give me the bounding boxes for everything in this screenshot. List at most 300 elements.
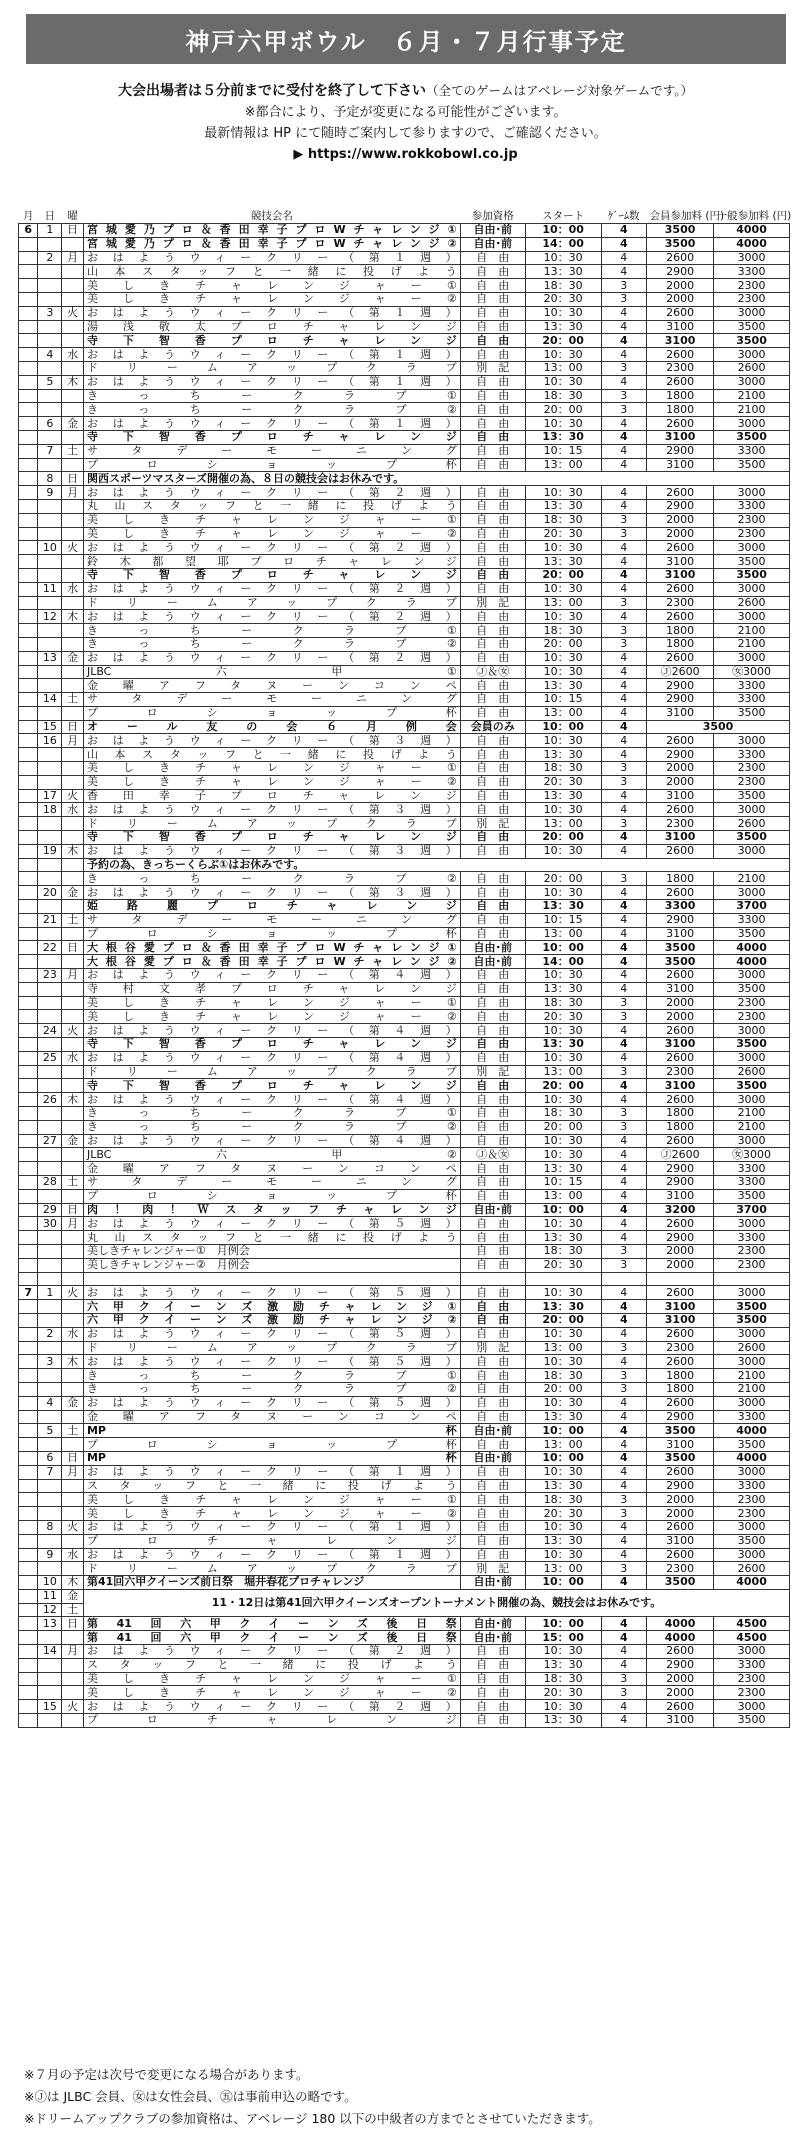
games-cell: 4 (601, 320, 646, 334)
month-cell (19, 982, 38, 996)
start-time-cell: 10：30 (525, 582, 601, 596)
general-fee-cell: 2600 (714, 596, 790, 610)
games-cell: 4 (601, 417, 646, 431)
day-cell (38, 1479, 62, 1493)
table-row (19, 955, 790, 969)
start-time-cell: 10：30 (525, 306, 601, 320)
event-name: 寺下智香プロチャレンジ (83, 1079, 460, 1093)
event-name: 第41回六甲クイーンズ前日祭 堀井春花プロチャレンジ (83, 1576, 460, 1590)
start-time-cell: 10：30 (525, 969, 601, 983)
month-cell (19, 1300, 38, 1314)
qualification-cell: 自 由 (460, 872, 525, 886)
qualification-cell: 自 由 (460, 389, 525, 403)
weekday-cell (62, 1300, 84, 1314)
qualification-cell: 自由･前 (460, 1576, 525, 1590)
table-row (19, 417, 790, 431)
games-cell: 4 (601, 334, 646, 348)
month-cell (19, 499, 38, 513)
month-cell (19, 886, 38, 900)
table-row (19, 1286, 790, 1300)
qualification-cell: 自 由 (460, 734, 525, 748)
general-fee-cell: 3000 (714, 1548, 790, 1562)
games-cell: 4 (601, 982, 646, 996)
month-cell (19, 237, 38, 251)
month-cell (19, 706, 38, 720)
general-fee-cell: 4000 (714, 224, 790, 238)
month-cell (19, 1493, 38, 1507)
games-cell: 4 (601, 1645, 646, 1659)
month-cell (19, 969, 38, 983)
day-cell: 6 (38, 1451, 62, 1465)
general-fee-cell: 3000 (714, 1286, 790, 1300)
qualification-cell: 自 由 (460, 1493, 525, 1507)
month-cell (19, 389, 38, 403)
day-cell: 5 (38, 375, 62, 389)
table-row (19, 1700, 790, 1714)
start-time-cell: 13：00 (525, 1562, 601, 1576)
table-row (19, 706, 790, 720)
table-row (19, 900, 790, 914)
general-fee-cell: 3500 (714, 430, 790, 444)
member-fee-cell: 2000 (647, 292, 714, 306)
table-row (19, 1493, 790, 1507)
start-time-cell: 10：00 (525, 224, 601, 238)
start-time-cell: 10：30 (525, 1465, 601, 1479)
weekday-cell (62, 1148, 84, 1162)
start-time-cell: 10：00 (525, 941, 601, 955)
start-time-cell: 10：30 (525, 1217, 601, 1231)
weekday-cell: 月 (62, 1465, 84, 1479)
event-name: プロショップ杯 (83, 1189, 460, 1203)
qualification-cell: 自 由 (460, 1024, 525, 1038)
header-weekday: 曜 (62, 208, 84, 224)
general-fee-cell: 2100 (714, 389, 790, 403)
games-cell: 4 (601, 430, 646, 444)
start-time-cell: 20：30 (525, 1258, 601, 1272)
start-time-cell: 20：30 (525, 1010, 601, 1024)
qualification-cell: 自 由 (460, 775, 525, 789)
day-cell (38, 499, 62, 513)
month-cell (19, 665, 38, 679)
member-fee-cell: 2900 (647, 1479, 714, 1493)
month-cell (19, 1244, 38, 1258)
qualification-cell: 自 由 (460, 417, 525, 431)
day-cell (38, 513, 62, 527)
start-time-cell: 13：30 (525, 789, 601, 803)
member-fee-cell: 2600 (647, 486, 714, 500)
table-row (19, 1134, 790, 1148)
general-fee-cell: 3500 (714, 1189, 790, 1203)
table-row (19, 637, 790, 651)
event-name: プロショップ杯 (83, 458, 460, 472)
games-cell: 4 (601, 1313, 646, 1327)
event-name: おはようウィークリー（第４週） (83, 1134, 460, 1148)
month-cell (19, 1369, 38, 1383)
start-time-cell: 10：30 (525, 803, 601, 817)
general-fee-cell: 3000 (714, 348, 790, 362)
website-link[interactable]: ▶ https://www.rokkobowl.co.jp (293, 147, 518, 162)
qualification-cell: 自由･前 (460, 1631, 525, 1645)
member-fee-cell: Ⓙ2600 (647, 665, 714, 679)
qualification-cell: 自 由 (460, 762, 525, 776)
table-row (19, 1079, 790, 1093)
weekday-cell (62, 361, 84, 375)
games-cell: 3 (601, 1382, 646, 1396)
month-cell (19, 596, 38, 610)
weekday-cell (62, 637, 84, 651)
member-fee-cell: 2600 (647, 417, 714, 431)
weekday-cell (62, 927, 84, 941)
table-row (19, 927, 790, 941)
month-cell (19, 1700, 38, 1714)
games-cell: 3 (601, 1258, 646, 1272)
start-time-cell: 20：00 (525, 1313, 601, 1327)
table-row (19, 1327, 790, 1341)
member-fee-cell: 3200 (647, 1203, 714, 1217)
table-row (19, 1396, 790, 1410)
weekday-cell (62, 430, 84, 444)
header-day: 日 (38, 208, 62, 224)
weekday-cell: 土 (62, 913, 84, 927)
member-fee-cell: 2900 (647, 1658, 714, 1672)
start-time-cell: 20：00 (525, 334, 601, 348)
event-name: きっちークラブ① (83, 624, 460, 638)
start-time-cell: 13：30 (525, 1714, 601, 1728)
weekday-cell: 木 (62, 1355, 84, 1369)
day-cell: 22 (38, 941, 62, 955)
day-cell (38, 1079, 62, 1093)
table-row (19, 1189, 790, 1203)
qualification-cell: 自 由 (460, 748, 525, 762)
day-cell (38, 1258, 62, 1272)
member-fee-cell: 2600 (647, 803, 714, 817)
event-name: 肉！肉！Ｗスタッフチャレンジ (83, 1203, 460, 1217)
event-name: 姫路麗プロチャレンジ (83, 900, 460, 914)
general-fee-cell: 3000 (714, 803, 790, 817)
member-fee-cell: Ⓙ2600 (647, 1148, 714, 1162)
member-fee-cell: 3100 (647, 831, 714, 845)
notice-text: 11・12日は第41回六甲クイーンズオープントーナメント開催の為、競技会はお休みです。 (83, 1589, 789, 1617)
table-row (19, 1038, 790, 1052)
event-name: 大根谷愛プロ＆香田幸子プロWチャレンジ① (83, 941, 460, 955)
header-month: 月 (19, 208, 38, 224)
general-fee-cell: 2300 (714, 996, 790, 1010)
day-cell (38, 237, 62, 251)
event-name: ドリームアップクラブ (83, 596, 460, 610)
start-time-cell: 13：30 (525, 1410, 601, 1424)
general-fee-cell: 2300 (714, 513, 790, 527)
games-cell: 4 (601, 444, 646, 458)
general-fee-cell: 2300 (714, 1010, 790, 1024)
games-cell: 3 (601, 403, 646, 417)
day-cell (38, 955, 62, 969)
qualification-cell: 自 由 (460, 1217, 525, 1231)
general-fee-cell: 3000 (714, 1051, 790, 1065)
member-fee-cell: 3500 (647, 941, 714, 955)
month-cell (19, 624, 38, 638)
general-fee-cell: 3000 (714, 486, 790, 500)
general-fee-cell: 3000 (714, 886, 790, 900)
day-cell: 9 (38, 1548, 62, 1562)
weekday-cell (62, 762, 84, 776)
qualification-cell: 自 由 (460, 844, 525, 858)
qualification-cell: 自 由 (460, 679, 525, 693)
event-name: プロショップ杯 (83, 1438, 460, 1452)
qualification-cell: 自 由 (460, 334, 525, 348)
games-cell: 4 (601, 1534, 646, 1548)
weekday-cell: 日 (62, 1203, 84, 1217)
weekday-cell (62, 1120, 84, 1134)
start-time-cell: 20：00 (525, 1120, 601, 1134)
general-fee-cell: 3000 (714, 1217, 790, 1231)
month-cell (19, 265, 38, 279)
qualification-cell: 自 由 (460, 1534, 525, 1548)
table-row (19, 1576, 790, 1590)
member-fee-cell: 2600 (647, 1327, 714, 1341)
start-time-cell: 20：00 (525, 637, 601, 651)
member-fee-cell: 1800 (647, 403, 714, 417)
start-time-cell: 10：00 (525, 1424, 601, 1438)
month-cell (19, 1451, 38, 1465)
start-time-cell: 13：30 (525, 1658, 601, 1672)
month-cell (19, 582, 38, 596)
games-cell: 4 (601, 568, 646, 582)
member-fee-cell: 2300 (647, 1562, 714, 1576)
month-cell (19, 1520, 38, 1534)
event-name: おはようウィークリー（第２週） (83, 486, 460, 500)
member-fee-cell: 2900 (647, 265, 714, 279)
footnotes (24, 2064, 601, 2130)
table-row (19, 279, 790, 293)
member-fee-cell: 2000 (647, 762, 714, 776)
day-cell: 1 (38, 1286, 62, 1300)
general-fee-cell: ㊛3000 (714, 1148, 790, 1162)
day-cell: 30 (38, 1217, 62, 1231)
event-name: おはようウィークリー（第４週） (83, 1051, 460, 1065)
day-cell: 2 (38, 251, 62, 265)
event-name: サタデーモーニング (83, 1175, 460, 1189)
month-cell (19, 858, 38, 872)
qualification-cell: 自 由 (460, 1465, 525, 1479)
month-cell (19, 251, 38, 265)
qualification-cell: Ⓙ＆㊛ (460, 665, 525, 679)
table-row (19, 1479, 790, 1493)
general-fee-cell: 3000 (714, 651, 790, 665)
month-cell (19, 927, 38, 941)
start-time-cell: 10：15 (525, 1175, 601, 1189)
games-cell: 4 (601, 499, 646, 513)
day-cell: 11 (38, 1589, 62, 1603)
table-row (19, 720, 790, 734)
weekday-cell (62, 817, 84, 831)
month-cell (19, 1217, 38, 1231)
table-row (19, 224, 790, 238)
event-name: 美しきチャレンジャー① (83, 1672, 460, 1686)
start-time-cell: 10：30 (525, 665, 601, 679)
table-row (19, 527, 790, 541)
month-cell (19, 486, 38, 500)
general-fee-cell: 3000 (714, 1093, 790, 1107)
notice-text: 関西スポーツマスターズ開催の為、８日の競技会はお休みです。 (83, 472, 789, 486)
member-fee-cell: 3100 (647, 1300, 714, 1314)
event-name: ドリームアップクラブ (83, 1341, 460, 1355)
table-row (19, 1120, 790, 1134)
month-cell (19, 1065, 38, 1079)
day-cell: 12 (38, 1603, 62, 1617)
games-cell: 3 (601, 775, 646, 789)
table-row (19, 844, 790, 858)
qualification-cell: 自 由 (460, 1410, 525, 1424)
member-fee-cell: 2000 (647, 1493, 714, 1507)
weekday-cell (62, 1258, 84, 1272)
table-row (19, 775, 790, 789)
event-name: おはようウィークリー（第２週） (83, 1700, 460, 1714)
general-fee-cell: 3700 (714, 900, 790, 914)
qualification-cell: 自 由 (460, 803, 525, 817)
start-time-cell: 20：30 (525, 292, 601, 306)
qualification-cell: 自 由 (460, 1369, 525, 1383)
general-fee-cell: 3500 (714, 1300, 790, 1314)
table-row (19, 1341, 790, 1355)
general-fee-cell: 3500 (714, 1534, 790, 1548)
member-fee-cell: 2900 (647, 499, 714, 513)
month-cell (19, 637, 38, 651)
general-fee-cell: 3000 (714, 306, 790, 320)
event-name: きっちークラブ① (83, 1107, 460, 1121)
games-cell: 4 (601, 1038, 646, 1052)
qualification-cell: 自 由 (460, 900, 525, 914)
table-row (19, 1534, 790, 1548)
day-cell: 25 (38, 1051, 62, 1065)
member-fee-cell: 2600 (647, 886, 714, 900)
start-time-cell: 10：30 (525, 844, 601, 858)
start-time-cell: 13：30 (525, 1162, 601, 1176)
member-fee-cell: 2600 (647, 582, 714, 596)
day-cell (38, 389, 62, 403)
month-cell (19, 375, 38, 389)
start-time-cell: 13：00 (525, 927, 601, 941)
event-name: おはようウィークリー（第５週） (83, 1327, 460, 1341)
weekday-cell (62, 237, 84, 251)
general-fee-cell: 2100 (714, 637, 790, 651)
event-name: スタッフと一緒に投げよう (83, 1658, 460, 1672)
event-name: おはようウィークリー（第１週） (83, 1548, 460, 1562)
day-cell (38, 279, 62, 293)
member-fee-cell: 2900 (647, 748, 714, 762)
day-cell: 18 (38, 803, 62, 817)
notice-row (19, 858, 790, 872)
day-cell (38, 292, 62, 306)
member-fee-cell: 2600 (647, 1465, 714, 1479)
event-name: 美しきチャレンジャー② (83, 1686, 460, 1700)
member-fee-cell: 2600 (647, 1700, 714, 1714)
weekday-cell: 月 (62, 1217, 84, 1231)
start-time-cell: 18：30 (525, 996, 601, 1010)
games-cell: 3 (601, 762, 646, 776)
weekday-cell: 土 (62, 693, 84, 707)
month-cell (19, 1658, 38, 1672)
event-name: 美しきチャレンジャー① (83, 996, 460, 1010)
start-time-cell: 15：00 (525, 1631, 601, 1645)
member-fee-cell: 2600 (647, 348, 714, 362)
weekday-cell: 日 (62, 224, 84, 238)
qualification-cell: 自 由 (460, 279, 525, 293)
weekday-cell: 火 (62, 1024, 84, 1038)
event-name: 山本スタッフと一緒に投げよう (83, 265, 460, 279)
day-cell: 26 (38, 1093, 62, 1107)
event-name: おはようウィークリー（第３週） (83, 886, 460, 900)
games-cell: 4 (601, 1327, 646, 1341)
qualification-cell: 自 由 (460, 624, 525, 638)
day-cell (38, 748, 62, 762)
event-name: 寺下智香プロチャレンジ (83, 568, 460, 582)
table-row (19, 1300, 790, 1314)
day-cell (38, 1107, 62, 1121)
day-cell (38, 996, 62, 1010)
day-cell: 14 (38, 693, 62, 707)
games-cell: 4 (601, 1520, 646, 1534)
start-time-cell: 13：30 (525, 320, 601, 334)
start-time-cell: 10：00 (525, 1617, 601, 1631)
weekday-cell (62, 665, 84, 679)
general-fee-cell: 3500 (714, 1438, 790, 1452)
event-name: おはようウィークリー（第５週） (83, 1396, 460, 1410)
spacer-cell (83, 1272, 460, 1286)
event-name: おはようウィークリー（第５週） (83, 1286, 460, 1300)
event-name: 第41回六甲クイーンズ後日祭 (83, 1617, 460, 1631)
member-fee-cell: 1800 (647, 1382, 714, 1396)
month-cell (19, 996, 38, 1010)
games-cell: 4 (601, 1396, 646, 1410)
table-row (19, 1507, 790, 1521)
games-cell: 3 (601, 1672, 646, 1686)
event-name: 宮城愛乃プロ＆香田幸子プロWチャレンジ② (83, 237, 460, 251)
games-cell: 4 (601, 1148, 646, 1162)
games-cell: 4 (601, 1217, 646, 1231)
games-cell: 4 (601, 1410, 646, 1424)
event-name: 寺村文孝プロチャレンジ (83, 982, 460, 996)
month-cell (19, 651, 38, 665)
qualification-cell: 自 由 (460, 1438, 525, 1452)
day-cell (38, 265, 62, 279)
table-row (19, 969, 790, 983)
day-cell: 8 (38, 1520, 62, 1534)
event-name: サタデーモーニング (83, 444, 460, 458)
weekday-cell (62, 1631, 84, 1645)
month-cell (19, 844, 38, 858)
table-row (19, 1672, 790, 1686)
general-fee-cell: 3000 (714, 610, 790, 624)
member-fee-cell: 3100 (647, 1038, 714, 1052)
start-time-cell: 10：30 (525, 1645, 601, 1659)
day-cell (38, 1162, 62, 1176)
weekday-cell (62, 1410, 84, 1424)
month-cell: 7 (19, 1286, 38, 1300)
weekday-cell (62, 279, 84, 293)
weekday-cell (62, 900, 84, 914)
intro-line1: 大会出場者は５分前までに受付を終了して下さい (117, 83, 426, 99)
general-fee-cell: 2600 (714, 1065, 790, 1079)
table-row (19, 1355, 790, 1369)
general-fee-cell: 3300 (714, 1175, 790, 1189)
qualification-cell: 自 由 (460, 320, 525, 334)
start-time-cell: 10：30 (525, 541, 601, 555)
day-cell: 13 (38, 651, 62, 665)
general-fee-cell: 3000 (714, 417, 790, 431)
qualification-cell: 自 由 (460, 348, 525, 362)
day-cell (38, 858, 62, 872)
day-cell (38, 1438, 62, 1452)
